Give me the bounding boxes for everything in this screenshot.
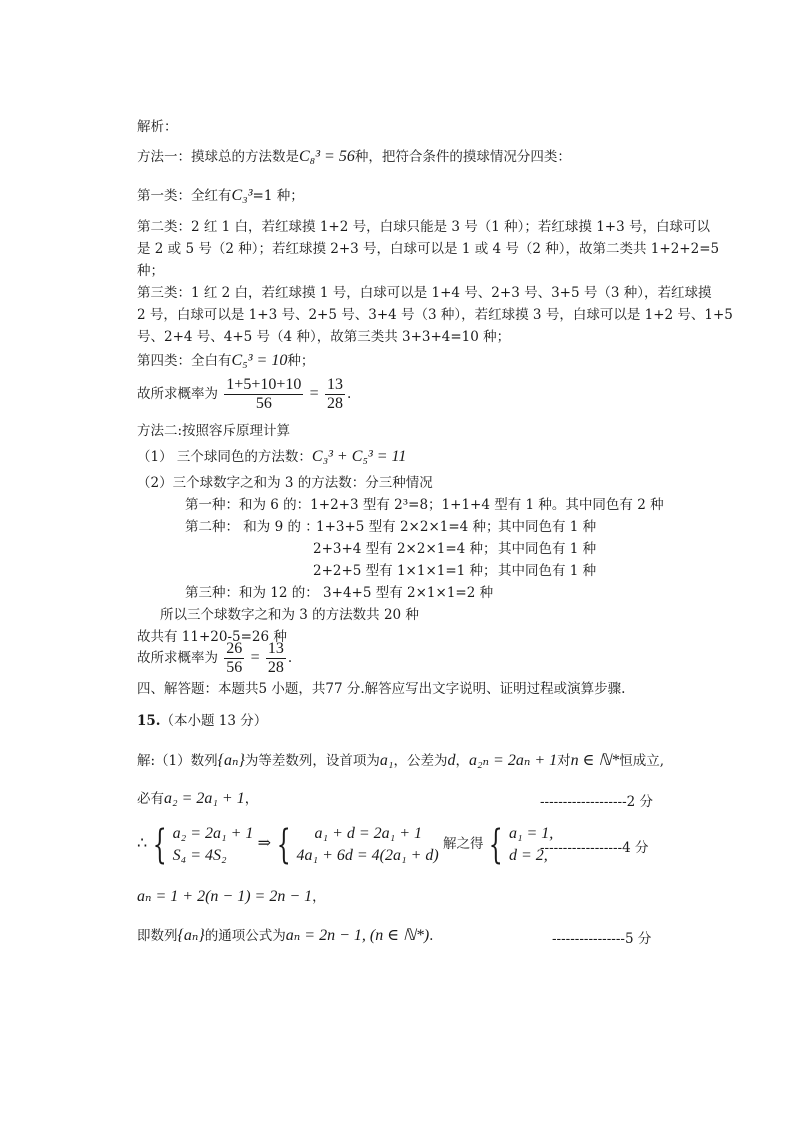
case1-line: 第一种：和为 6 的：1+2+3 型有 2³=8；1+1+4 型有 1 种。其中同色有 2 种 (185, 497, 664, 513)
sol1-a1: a₁ (379, 752, 394, 769)
must-line (137, 790, 258, 808)
q15-number: 15. (137, 713, 161, 729)
sys3-line2: d = 2, (508, 846, 548, 864)
gen-mid: 的通项公式为 (204, 928, 286, 944)
sol1-comma: ， (455, 753, 469, 769)
probability-line-1 (137, 376, 351, 413)
sol1-prefix: 解:（1）数列 (137, 753, 218, 769)
sol1-d: d (447, 752, 456, 769)
cat4-suffix: 种； (287, 353, 315, 369)
solution1-line (137, 752, 664, 770)
brace-3-icon: { (489, 821, 504, 868)
prob2-end: . (287, 650, 293, 666)
prob1-result-denominator: 28 (327, 395, 343, 412)
sys1-line1: a₂ = 2a₁ + 1 (172, 824, 254, 842)
sys2-line2: 4a₁ + 6d = 4(2a₁ + d) (296, 846, 439, 864)
category3-line-3: 号、2+4 号、4+5 号（4 种），故第三类共 3+3+4=10 种； (137, 329, 511, 345)
method1-prefix: 方法一：摸球总的方法数是 (137, 149, 299, 165)
case2-c: 2+2+5 型有 1×1×1=1 种； (313, 563, 497, 579)
q15-title: （本小题 13 分） (160, 713, 268, 729)
case2-b-note: 其中同色有 1 种 (498, 541, 597, 557)
system-1 (173, 823, 254, 867)
prob2-fraction (224, 640, 244, 677)
method2-part1 (137, 448, 406, 466)
prob2-result-numerator: 13 (267, 640, 284, 657)
category2-line-3: 种； (137, 263, 164, 279)
system-line (137, 822, 553, 867)
brace-1-icon: { (152, 821, 167, 868)
gen-eq: aₙ = 2n − 1, (n ∈ ℕ*) (285, 927, 430, 944)
prob2-result (266, 640, 286, 677)
category4-line (137, 352, 314, 370)
method1-line (137, 148, 571, 166)
cat1-formula: C₃³ (231, 187, 253, 204)
case2-c-note: 其中同色有 1 种 (498, 563, 597, 579)
cat4-prefix: 第四类：全白有 (137, 353, 232, 369)
case2-line-a (185, 518, 319, 536)
sys1-line2: S₄ = 4S₂ (172, 846, 227, 864)
case3-line: 第三种：和为 12 的： 3+4+5 型有 2×1×1=2 种 (185, 585, 494, 601)
category3-line-1: 第三类：1 红 2 白，若红球摸 1 号，白球可以是 1+4 号、2+3 号、3+5 号（3 种），若红球摸 (137, 285, 712, 301)
prob1-equals: = (309, 385, 319, 402)
score-5: ----------------5 分 (552, 931, 652, 947)
system-2 (297, 823, 439, 867)
sys2-line1: a₁ + d = 2a₁ + 1 (314, 824, 423, 842)
sol1-mid2: ，公差为 (393, 753, 448, 769)
case2-head: 第二种： 和为 9 的 ： (185, 519, 319, 535)
m2-1-prefix: （1） 三个球同色的方法数： (137, 449, 312, 465)
must-eq: a₂ = 2a₁ + 1 (164, 790, 245, 807)
score-4: ------------------4 分 (540, 840, 649, 856)
gen-seq: {aₙ} (177, 927, 205, 944)
method2-line: 方法二:按照容斥原理计算 (137, 423, 291, 439)
case2-a: 1+3+5 型有 2×2×1=4 种； (316, 519, 500, 535)
prob2-equals: = (250, 649, 260, 666)
question15-heading (137, 712, 267, 730)
method1-formula: C₈³ = 56 (299, 148, 355, 165)
prob1-result (325, 376, 345, 413)
prob1-result-numerator: 13 (327, 376, 343, 393)
category3-line-2: 2 号，白球可以是 1+3 号、2+5 号、3+4 号（3 种），若红球摸 3 号，白球可以是 1+2 号、1+5 (137, 307, 733, 323)
method1-suffix: 种，把符合条件的摸球情况分四类： (354, 149, 571, 165)
sol1-mid1: 为等差数列，设首项为 (244, 753, 380, 769)
method2-part2: （2）三个球数字之和为 3 的方法数：分三种情况 (137, 475, 433, 491)
must-prefix: 必有 (137, 791, 164, 807)
case2-b: 2+3+4 型有 2×2×1=4 种； (313, 541, 497, 557)
implies-symbol: ⇒ (257, 835, 272, 852)
prob1-denominator: 56 (255, 395, 272, 412)
case2-a-note: 其中同色有 1 种 (498, 519, 597, 535)
category2-line-2: 是 2 或 5 号（2 种）；若红球摸 2+3 号，白球可以是 1 或 4 号（2 种），故第二类共 1+2+2=5 (137, 241, 720, 257)
analysis-label: 解析： (137, 119, 178, 135)
category1-line (137, 187, 304, 205)
prob2-result-denominator: 28 (267, 659, 284, 676)
cat1-suffix: =1 种； (252, 188, 304, 204)
category2-line-1: 第二类：2 红 1 白，若红球摸 1+2 号，白球只能是 3 号（1 种）；若红球摸 1+3 号，白球可以 (137, 219, 710, 235)
general-formula-line (137, 927, 433, 945)
prob1-end: . (347, 386, 352, 402)
score-2: -------------------2 分 (540, 794, 654, 810)
prob1-prefix: 故所求概率为 (137, 386, 218, 402)
solve-label: 解之得 (442, 836, 484, 852)
an-line (137, 888, 326, 906)
an-end: ， (312, 889, 326, 905)
sys3-line1: a₁ = 1, (508, 824, 554, 842)
therefore-symbol: ∴ (137, 835, 148, 852)
an-eq: aₙ = 1 + 2(n − 1) = 2n − 1 (137, 888, 313, 905)
prob1-fraction (224, 376, 303, 413)
m2-1-formula: C₃³ + C₅³ = 11 (311, 448, 407, 465)
prob1-numerator: 1+5+10+10 (226, 376, 302, 393)
sol1-eq: a₂ₙ = 2aₙ + 1 (468, 752, 558, 769)
prob2-prefix: 故所求概率为 (137, 650, 218, 666)
probability-line-2 (137, 640, 292, 677)
must-end: ， (244, 791, 259, 807)
section4-heading: 四、解答题：本题共5 小题，共77 分.解答应写出文字说明、证明过程或演算步骤. (137, 681, 626, 697)
total-26-line: 故共有 11+20-5=26 种 (137, 629, 287, 645)
cat1-prefix: 第一类：全红有 (137, 188, 232, 204)
sol1-end: 恒成立, (619, 753, 665, 769)
gen-end: . (429, 928, 434, 944)
cat4-formula: C₅³ = 10 (231, 352, 288, 369)
prob2-numerator: 26 (226, 640, 243, 657)
sol1-mid3: 对 (557, 753, 571, 769)
sol1-n: n ∈ ℕ* (570, 752, 620, 769)
prob2-denominator: 56 (226, 659, 243, 676)
sol1-seq: {aₙ} (217, 752, 245, 769)
brace-2-icon: { (276, 821, 291, 868)
total-20-line: 所以三个球数字之和为 3 的方法数共 20 种 (160, 607, 419, 623)
gen-prefix: 即数列 (137, 928, 178, 944)
